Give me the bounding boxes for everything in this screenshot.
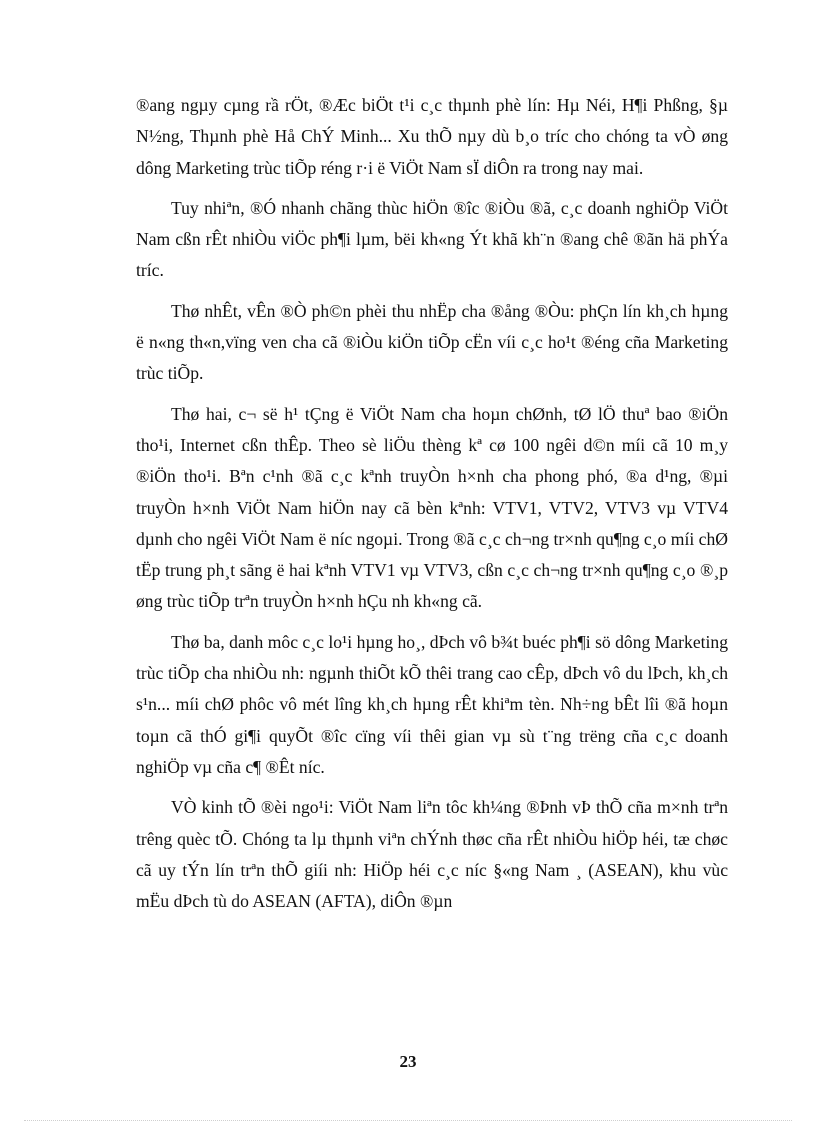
paragraph-3: Thø nhÊt, vÊn ®Ò ph©n phèi thu nhËp cha ®ång ®Òu: phÇn lín kh¸ch hµng ë n«ng th«n,vïng ven cha cã ®iÒu kiÖn tiÕp cËn víi c¸c ho¹t ®éng cña Marketing trùc tiÕp. (136, 300, 728, 384)
body-text (136, 90, 728, 926)
paragraph-2: Tuy nhiªn, ®Ó nhanh chãng thùc hiÖn ®îc ®iÒu ®ã, c¸c doanh nghiÖp ViÖt Nam cßn rÊt nhiÒu viÖc ph¶i lµm, bëi kh«ng Ýt khã kh¨n ®ang chê ®ãn hä phÝa tríc. (136, 197, 728, 281)
paragraph-5: Thø ba, danh môc c¸c lo¹i hµng ho¸, dÞch vô b¾t buéc ph¶i sö dông Marketing trùc tiÕp cha nhiÒu nh: ngµnh thiÕt kÕ thêi trang cao cÊp, dÞch vô du lÞch, kh¸ch s¹n... míi chØ phôc vô mét lîng kh¸ch hµng rÊt khiªm tèn. Nh÷ng bÊt lîi ®ã hoµn toµn cã thÓ gi¶i quyÕt ®îc cïng víi thêi gian vµ sù t¨ng trëng cña c¸c doanh nghiÖp vµ cña c¶ ®Êt níc. (136, 631, 728, 777)
paragraph-1: ®ang ngµy cµng rầ rÖt, ®Æc biÖt t¹i c¸c thµnh phè lín: Hµ Néi, H¶i Phßng, §µ N½ng, Thµnh phè Hå ChÝ Minh... Xu thÕ nµy dù b¸o tríc cho chóng ta vÒ øng dông Marketing trùc tiÕp réng r·i ë ViÖt Nam sÏ diÔn ra trong nay mai. (136, 95, 728, 178)
page-number: 23 (399, 1052, 417, 1071)
paragraph-6: VÒ kinh tÕ ®èi ngo¹i: ViÖt Nam liªn tôc kh¼ng ®Þnh vÞ thÕ cña m×nh trªn trêng quèc tÕ. Chóng ta lµ thµnh viªn chÝnh thøc cña rÊt nhiÒu hiÖp héi, tæ chøc cã uy tÝn lín trªn thÕ giíi nh: HiÖp héi c¸c níc §«ng Nam ¸ (ASEAN), khu vùc mËu dÞch tù do ASEAN (AFTA), diÔn ®µn (136, 797, 728, 912)
paragraph-4: Thø hai, c¬ së h¹ tÇng ë ViÖt Nam cha hoµn chØnh, tØ lÖ thuª bao ®iÖn tho¹i, Internet cßn thÊp. Theo sè liÖu thèng kª cø 100 ngêi d©n míi cã 10 m¸y ®iÖn tho¹i. Bªn c¹nh ®ã c¸c kªnh truyÒn h×nh cha phong phó, ®a d¹ng, ®µi truyÒn h×nh ViÖt Nam hiÖn nay cã bèn kªnh: VTV1, VTV2, VTV3 vµ VTV4 dµnh cho ngêi ViÖt Nam ë níc ngoµi. Trong ®ã c¸c ch¬ng tr×nh qu¶ng c¸o míi chØ tËp trung ph¸t sãng ë hai kªnh VTV1 vµ VTV3, cßn c¸c ch¬ng tr×nh qu¶ng c¸o ®¸p øng trùc tiÕp trªn truyÒn h×nh hÇu nh kh«ng cã. (136, 403, 728, 612)
page-bottom-divider (24, 1120, 792, 1121)
